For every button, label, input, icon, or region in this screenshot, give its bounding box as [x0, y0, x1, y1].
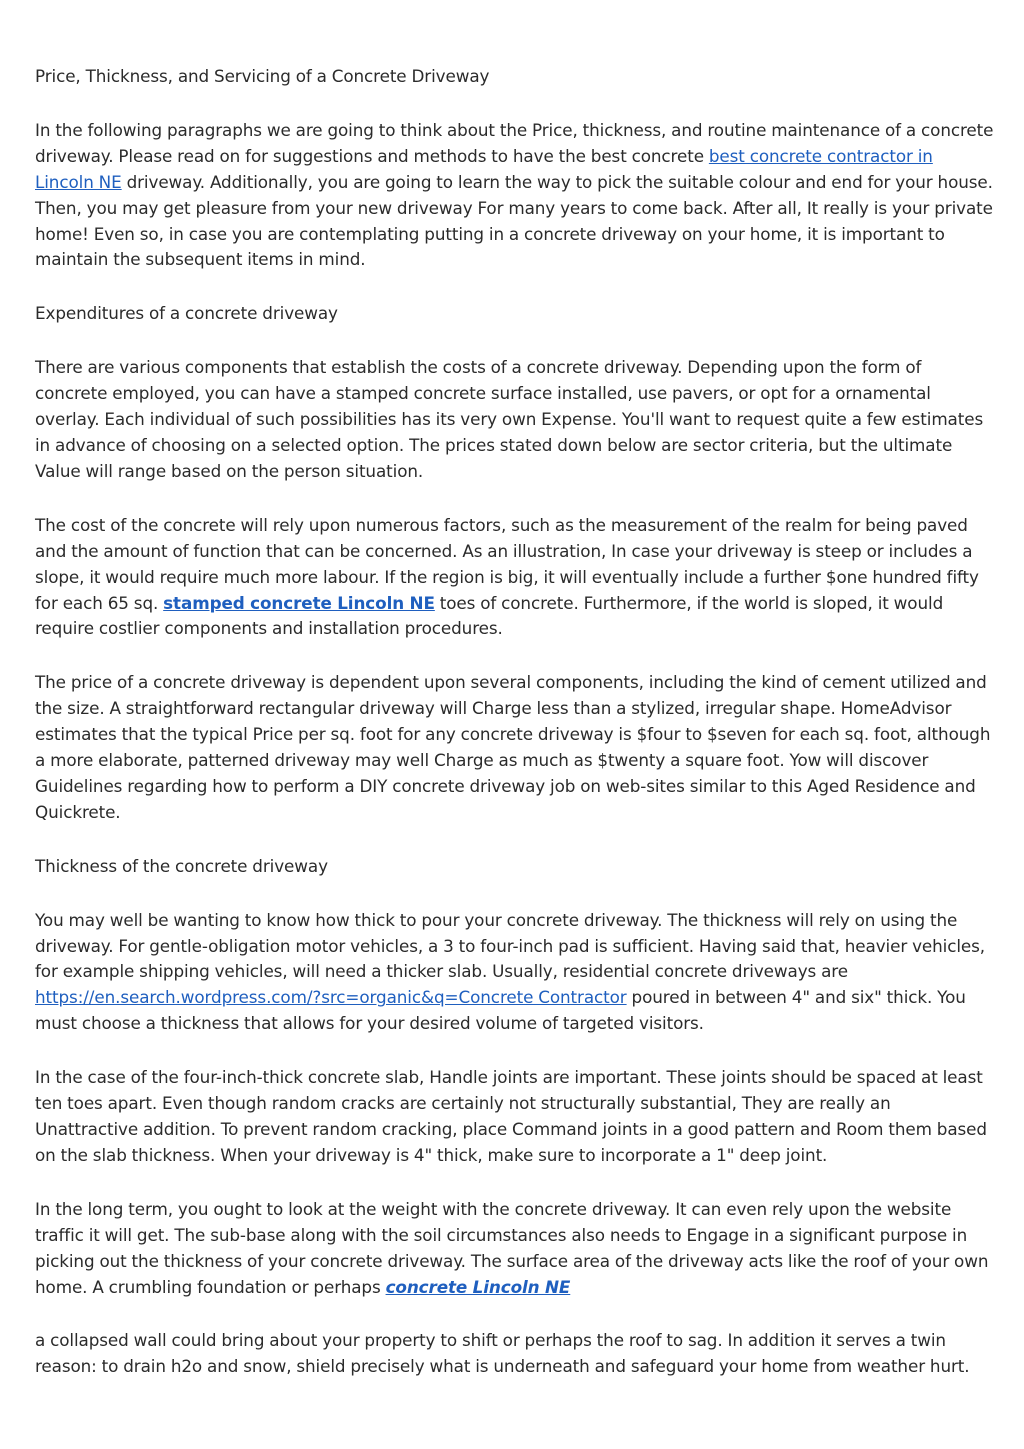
thickness-text-start: You may well be wanting to know how thick to pour your concrete driveway. The thickness will rely on using the driveway. For gentle-obligation motor vehicles, a 3 to four-inch pad is sufficient. Having said that, heavier vehicles, for example shipping vehicles, will need a thicker slab. Usually, residential concrete driveways are — [35, 909, 986, 982]
long-term-text: In the long term, you ought to look at the weight with the concrete driveway. It can even rely upon the website traffic it will get. The sub-base along with the soil circumstances also needs to Engage in a significant purpose in picking out the thickness of your concrete driveway. The surface area of the driveway acts like the roof of your own home. A crumbling foundation or perhaps — [35, 1198, 989, 1297]
document-title: Price, Thickness, and Servicing of a Concrete Driveway — [35, 66, 490, 86]
thickness-text-end: poured in between 4" and six" thick. You must choose a thickness that allows for your desired volume of targeted visitors. — [35, 987, 966, 1034]
intro-paragraph — [35, 118, 995, 273]
cost-factors-text-start: The cost of the concrete will rely upon numerous factors, such as the measurement of the realm for being paved and the amount of function that can be concerned. As an illustration, In case your driveway is steep or includes a slope, it would require much more labour. If the region is big, it will eventually include a further $one hundred fifty for each 65 sq. — [35, 514, 979, 613]
joints-paragraph: In the case of the four-inch-thick concrete slab, Handle joints are important. These joints should be spaced at least ten toes apart. Even though random cracks are certainly not structurally substantial, They are really an Unattractive addition. To prevent random cracking, place Command joints in a good pattern and Room them based on the slab thickness. When your driveway is 4" thick, make sure to incorporate a 1" deep joint. — [35, 1067, 987, 1165]
cost-factors-paragraph — [35, 513, 995, 643]
price-paragraph: The price of a concrete driveway is dependent upon several components, including the kind of cement utilized and the size. A straightforward rectangular driveway will Charge less than a stylized, irregular shape. HomeAdvisor estimates that the typical Price per sq. foot for any concrete driveway is $four to $seven for each sq. foot, although a more elaborate, patterned driveway may well Charge as much as $twenty a square foot. Yow will discover Guidelines regarding how to perform a DIY concrete driveway job on web-sites similar to this Aged Residence and Quickrete. — [35, 672, 991, 822]
costs-paragraph: There are various components that establish the costs of a concrete driveway. Depending upon the form of concrete employed, you can have a stamped concrete surface installed, use pavers, or opt for a ornamental overlay. Each individual of such possibilities has its very own Expense. You'll want to request quite a few estimates in advance of choosing on a selected option. The prices stated down below are sector criteria, but the ultimate Value will range based on the person situation. — [35, 357, 984, 481]
best-concrete-contractor-link[interactable]: best concrete contractor in Lincoln NE — [35, 145, 933, 192]
concrete-lincoln-link[interactable]: concrete Lincoln NE — [385, 1276, 571, 1297]
section-heading-thickness: Thickness of the concrete driveway — [35, 855, 328, 876]
closing-paragraph: a collapsed wall could bring about your property to shift or perhaps the roof to sag. In addition it serves a twin reason: to drain h2o and snow, shield precisely what is underneath and safeguard your home from weather hurt. — [35, 1330, 970, 1377]
thickness-paragraph — [35, 908, 995, 1038]
stamped-concrete-link[interactable]: stamped concrete Lincoln NE — [163, 592, 435, 613]
document-page — [35, 64, 995, 1408]
cost-factors-text-end: toes of concrete. Furthermore, if the world is sloped, it would require costlier components and installation procedures. — [35, 592, 944, 639]
intro-text-start: In the following paragraphs we are going to think about the Price, thickness, and routine maintenance of a concrete driveway. Please read on for suggestions and methods to have the best concrete — [35, 119, 994, 166]
intro-text-end: driveway. Additionally, you are going to learn the way to pick the suitable colour and end for your house. Then, you may get pleasure from your new driveway For many years to come back. After all, It really is your private home! Even so, in case you are contemplating putting in a concrete driveway on your home, it is important to maintain the subsequent items in mind. — [35, 171, 993, 270]
section-heading-expenditures: Expenditures of a concrete driveway — [35, 303, 338, 324]
wordpress-search-link[interactable]: https://en.search.wordpress.com/?src=organic&q=Concrete Contractor — [35, 987, 627, 1008]
long-term-paragraph — [35, 1197, 995, 1301]
